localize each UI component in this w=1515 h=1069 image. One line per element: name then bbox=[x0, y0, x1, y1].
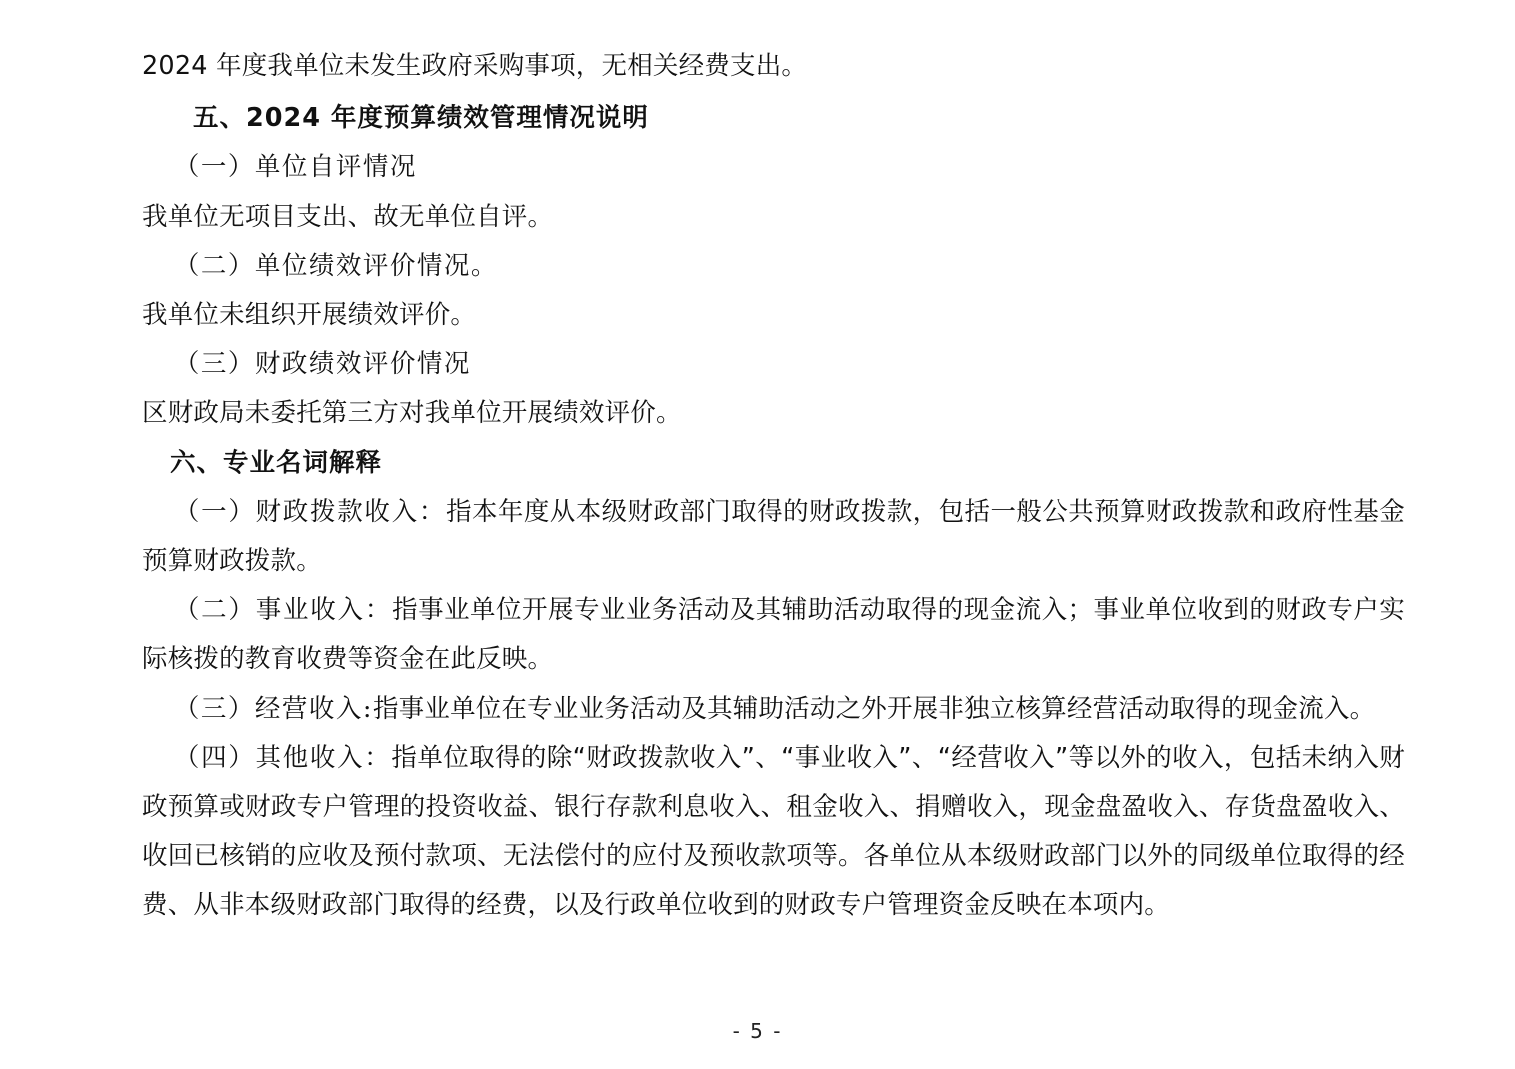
paragraph-term-operating-income bbox=[142, 685, 1405, 734]
term-text-other-income: 指单位取得的除“财政拨款收入”、“事业收入”、“经营收入”等以外的收入，包括未纳入财政预算或财政专户管理的投资收益、银行存款利息收入、租金收入、捐赠收入，现金盘盈收入、存货盘盈收入、收回已核销的应收及预付款项、无法偿付的应付及预收款项等。各单位从本级财政部门以外的同级单位取得的经费、从非本级财政部门取得的经费，以及行政单位收到的财政专户管理资金反映在本项内。 bbox=[142, 742, 1405, 921]
paragraph-term-fiscal-appropriation bbox=[142, 488, 1405, 586]
subheading-fiscal-performance-evaluation: （三）财政绩效评价情况 bbox=[173, 349, 471, 380]
term-text-fiscal-appropriation: 指本年度从本级财政部门取得的财政拨款，包括一般公共预算财政拨款和政府性基金预算财政拨款。 bbox=[142, 496, 1405, 577]
document-body bbox=[142, 42, 1405, 931]
paragraph-term-operating-revenue-public bbox=[142, 586, 1405, 684]
term-text-operating-income: 指事业单位在专业业务活动及其辅助活动之外开展非独立核算经营活动取得的现金流入。 bbox=[372, 693, 1376, 724]
term-label-fiscal-appropriation: （一）财政拨款收入： bbox=[173, 496, 447, 527]
paragraph-procurement-note: 2024 年度我单位未发生政府采购事项，无相关经费支出。 bbox=[142, 51, 808, 81]
paragraph-unit-performance-evaluation: 我单位未组织开展绩效评价。 bbox=[142, 300, 477, 331]
paragraph-fiscal-performance-evaluation: 区财政局未委托第三方对我单位开展绩效评价。 bbox=[142, 398, 682, 429]
page-number: - 5 - bbox=[732, 1019, 783, 1043]
heading-section-six: 六、专业名词解释 bbox=[170, 447, 383, 478]
subheading-unit-performance-evaluation: （二）单位绩效评价情况。 bbox=[173, 250, 498, 281]
term-label-business-income: （二）事业收入： bbox=[173, 595, 393, 626]
term-text-business-income: 指事业单位开展专业业务活动及其辅助活动取得的现金流入；事业单位收到的财政专户实际核拨的教育收费等资金在此反映。 bbox=[142, 595, 1405, 675]
term-label-other-income: （四）其他收入： bbox=[173, 742, 392, 773]
paragraph-term-other-income bbox=[142, 734, 1405, 931]
heading-section-five: 五、2024 年度预算绩效管理情况说明 bbox=[193, 103, 649, 134]
term-label-operating-income: （三）经营收入: bbox=[173, 693, 373, 724]
subheading-self-evaluation: （一）单位自评情况 bbox=[173, 152, 417, 183]
paragraph-self-evaluation: 我单位无项目支出、故无单位自评。 bbox=[142, 201, 554, 232]
